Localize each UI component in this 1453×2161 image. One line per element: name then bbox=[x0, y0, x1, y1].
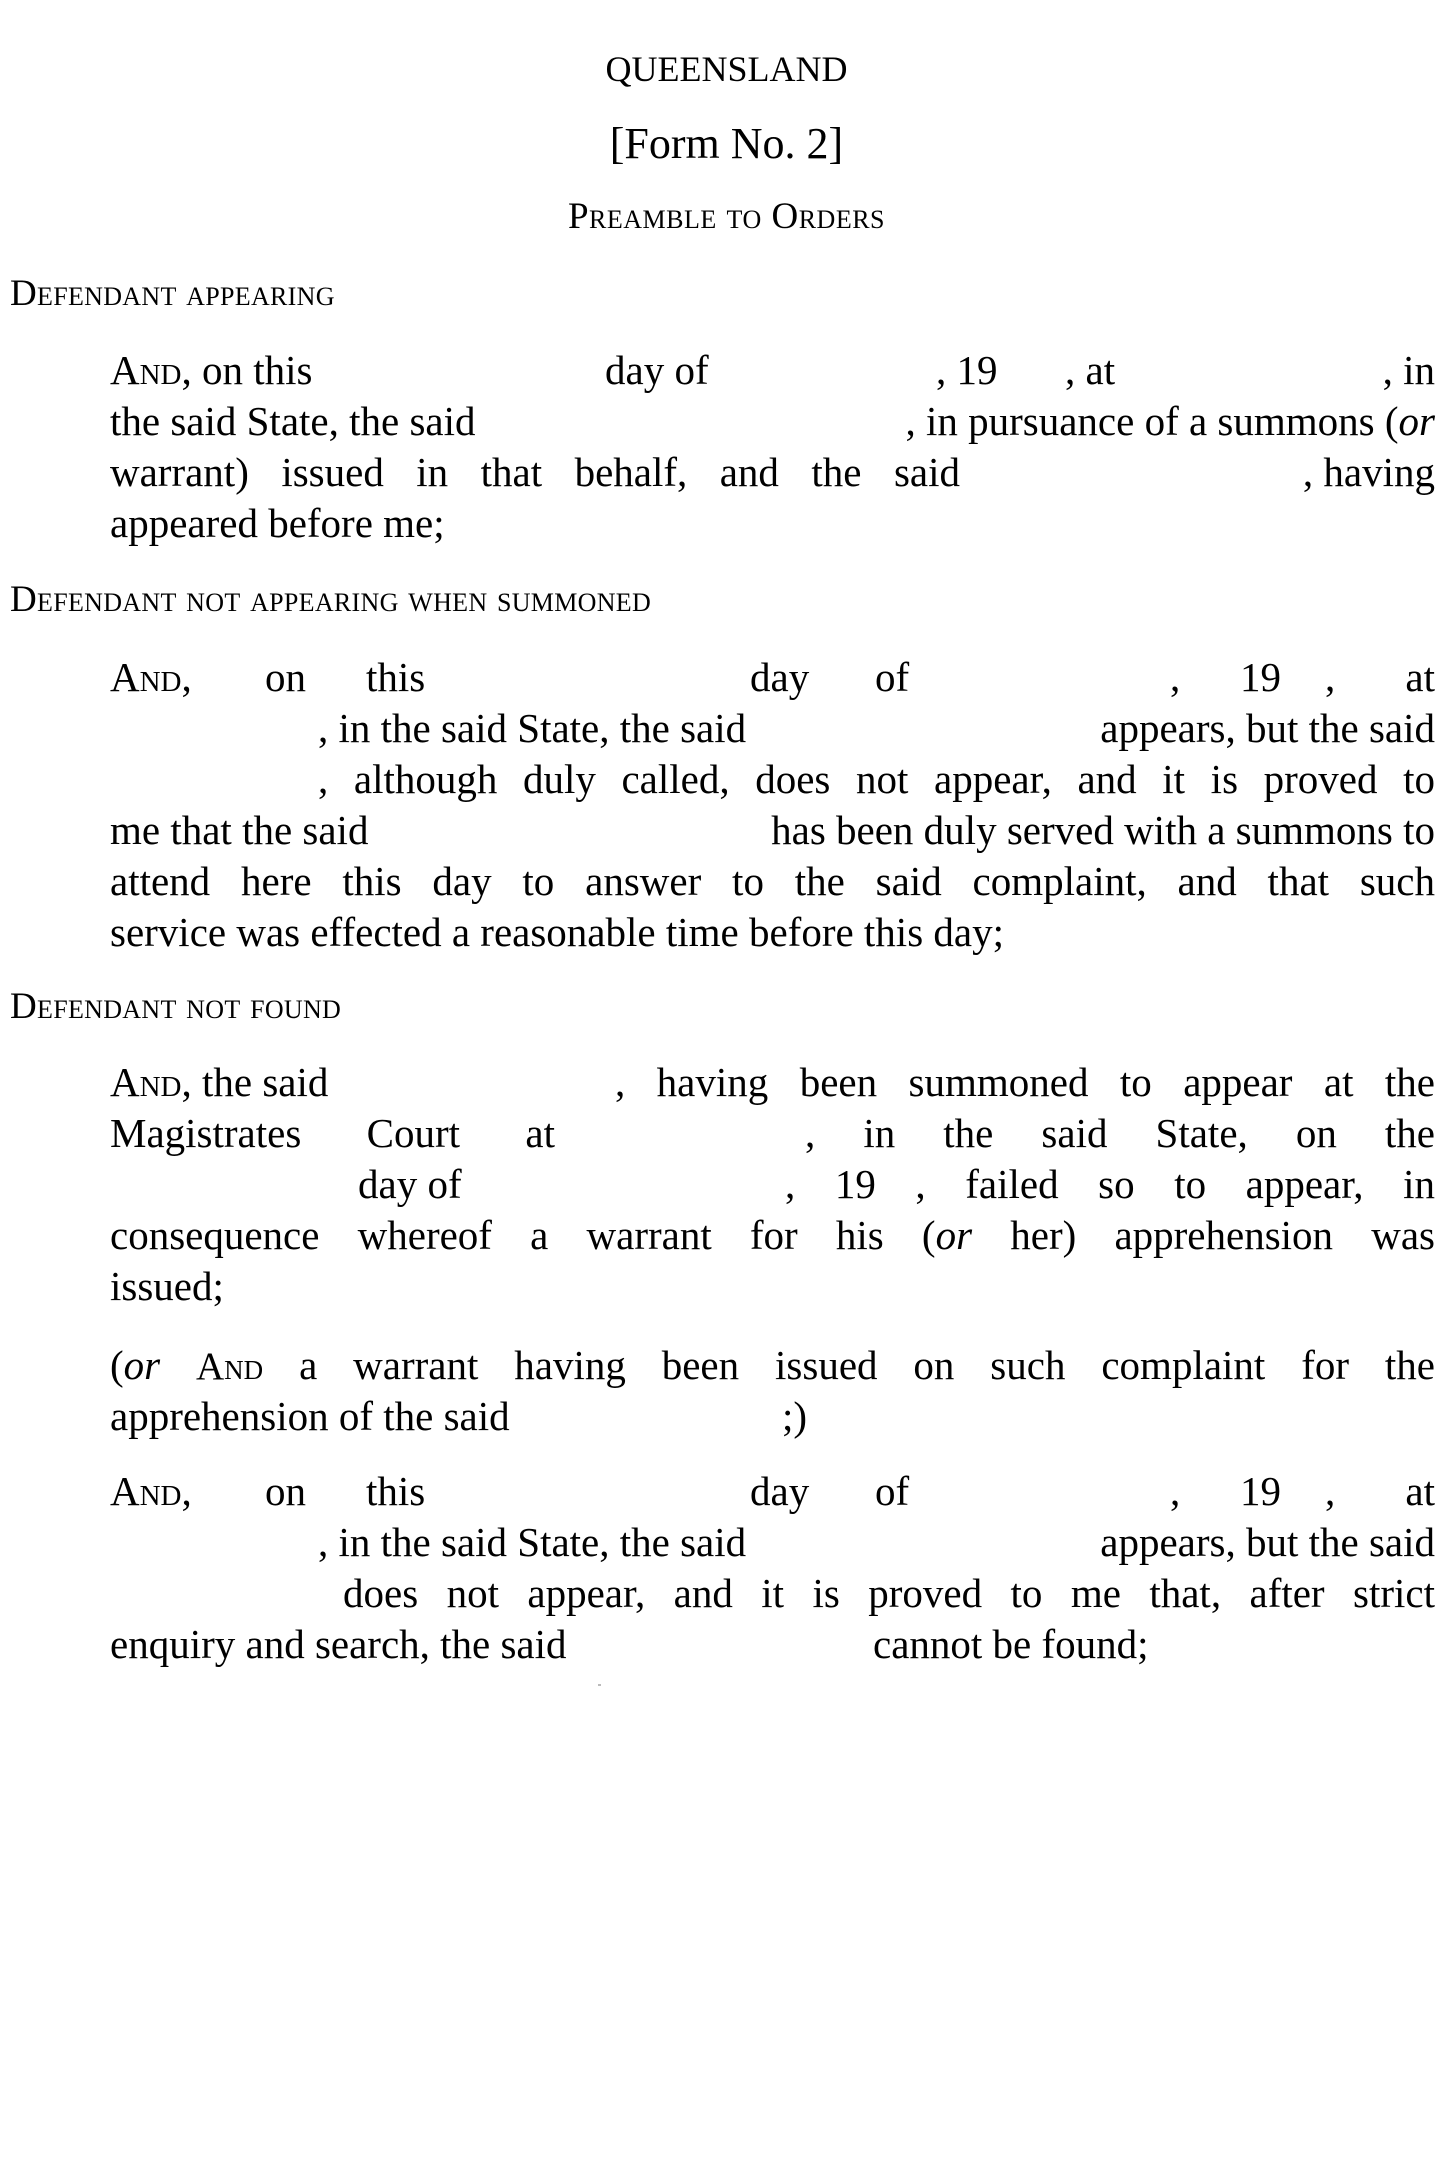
paragraph-not-found-appearing bbox=[110, 1466, 1435, 1670]
text-line: consequence whereof a warrant for his (or her) apprehension was bbox=[110, 1212, 1435, 1258]
text-line: issued; bbox=[110, 1263, 224, 1309]
form-title: Preamble to Orders bbox=[567, 196, 885, 237]
text-line: day of , 19 , failed so to appear, in bbox=[358, 1161, 1435, 1207]
section-heading-defendant-not-found: Defendant not found bbox=[10, 986, 342, 1027]
text-line: attend here this day to answer to the said complaint, and that such bbox=[110, 858, 1435, 904]
text-line: And, on this day of , 19 , at bbox=[110, 1468, 1435, 1514]
text-line: And, the said , having been summoned to appear at the bbox=[110, 1059, 1435, 1105]
text-line: warrant) issued in that behalf, and the said , having bbox=[110, 449, 1435, 495]
paragraph-defendant-not-appearing bbox=[110, 652, 1435, 958]
text-line: apprehension of the said ;) bbox=[110, 1393, 808, 1439]
text-line: (or And a warrant having been issued on such complaint for the bbox=[110, 1342, 1435, 1388]
text-line: Magistrates Court at , in the said State, on the bbox=[110, 1110, 1435, 1156]
text-line: enquiry and search, the said cannot be found; bbox=[110, 1621, 1149, 1667]
text-line: And, on this day of , 19 , at , in bbox=[110, 347, 1435, 393]
text-line: appeared before me; bbox=[110, 500, 445, 546]
form-number: [Form No. 2] bbox=[609, 119, 844, 168]
text-line: , in the said State, the said appears, but the said bbox=[318, 1519, 1435, 1565]
text-line: the said State, the said , in pursuance of a summons (or bbox=[110, 398, 1435, 444]
state-heading: QUEENSLAND bbox=[605, 49, 848, 89]
section-heading-defendant-appearing: Defendant appearing bbox=[10, 273, 335, 314]
text-line: And, on this day of , 19 , at bbox=[110, 654, 1435, 700]
text-line: , in the said State, the said appears, but the said bbox=[318, 705, 1435, 751]
paragraph-defendant-not-found bbox=[110, 1057, 1435, 1312]
scan-speck bbox=[598, 1684, 601, 1686]
paragraph-defendant-appearing bbox=[110, 345, 1435, 549]
text-line: , although duly called, does not appear, and it is proved to bbox=[318, 756, 1435, 802]
section-heading-defendant-not-appearing: Defendant not appearing when summoned bbox=[10, 579, 652, 620]
text-line: does not appear, and it is proved to me that, after strict bbox=[343, 1570, 1435, 1616]
paragraph-warrant-issued bbox=[110, 1340, 1435, 1442]
text-line: me that the said has been duly served with a summons to bbox=[110, 807, 1435, 853]
text-line: service was effected a reasonable time before this day; bbox=[110, 909, 1004, 955]
